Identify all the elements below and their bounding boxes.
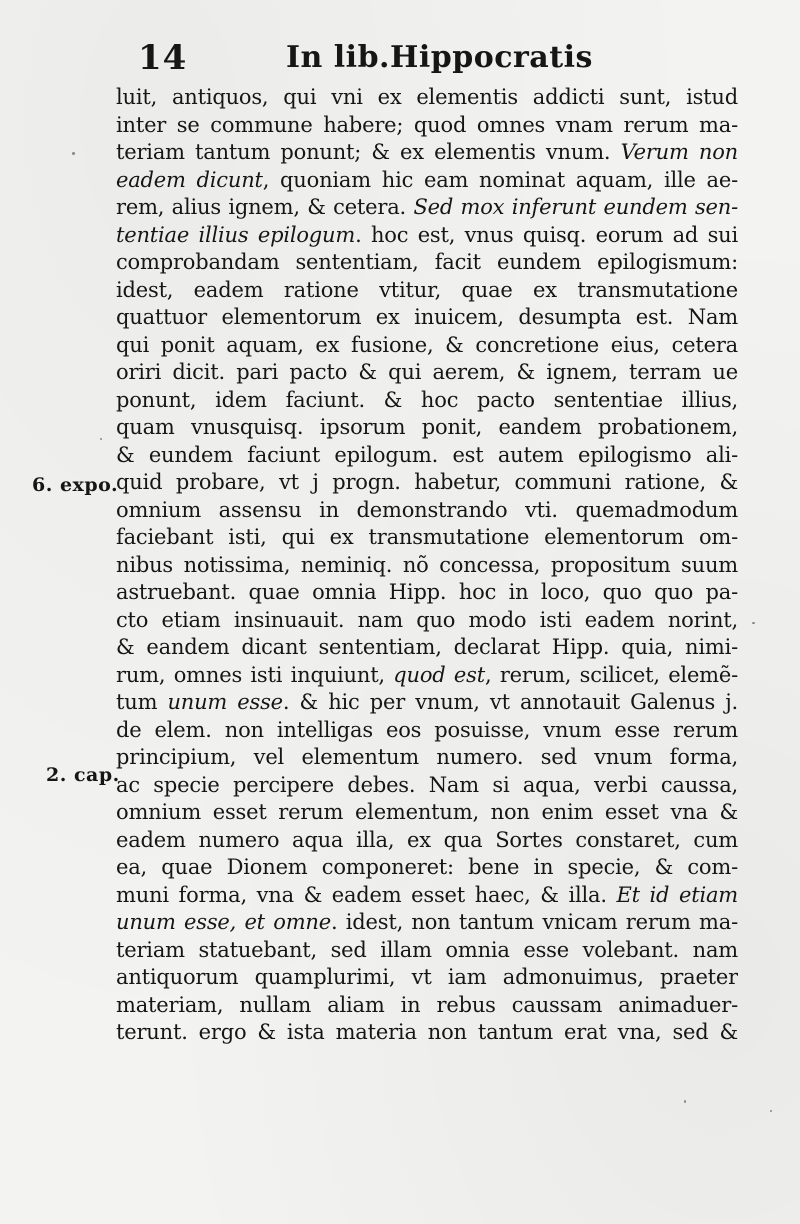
text-line <box>116 992 738 1020</box>
text-line <box>116 689 738 717</box>
text-line <box>116 744 738 772</box>
margin-note-cap: 2. cap. <box>46 764 120 786</box>
paper-speck <box>72 152 75 155</box>
text-segment: unum esse, et omne <box>116 910 331 934</box>
text-segment: ea, quae Dionem componeret: bene in specie, & com- <box>116 855 738 879</box>
paper-speck <box>752 622 755 624</box>
text-segment: tum <box>116 690 158 714</box>
text-segment: comprobandam sententiam, facit eundem epilogismum: <box>116 250 738 274</box>
text-segment: . hoc est, vnus quisq. eorum ad sui <box>355 222 738 247</box>
text-line <box>116 112 738 140</box>
text-segment: materiam, nullam aliam in rebus caussam animaduer- <box>116 992 738 1017</box>
text-segment: muni forma, vna & eadem esset haec, & illa. <box>116 882 607 907</box>
running-head: In lib.Hippocratis <box>286 40 593 75</box>
text-segment: . idest, non tantum vnicam rerum ma- <box>330 910 738 934</box>
text-line <box>116 799 738 827</box>
text-segment: teriam tantum ponunt; & ex elementis vnum. <box>116 140 611 164</box>
text-segment: nibus notissima, neminiq. nõ concessa, propositum suum <box>116 552 738 577</box>
paper-speck <box>100 438 102 440</box>
text-segment: terunt. ergo & ista materia non tantum erat vna, sed & <box>116 1020 738 1044</box>
text-segment: principium, vel elementum numero. sed vnum forma, <box>116 745 738 769</box>
text-line <box>116 442 738 470</box>
text-line <box>116 469 738 497</box>
page-header <box>138 38 658 88</box>
text-segment: teriam statuebant, sed illam omnia esse volebant. nam <box>116 937 738 962</box>
text-line <box>116 332 738 360</box>
text-line <box>116 662 738 690</box>
text-line <box>116 497 738 525</box>
text-segment: Sed mox inferunt eundem sen- <box>406 195 738 219</box>
text-line <box>116 1019 738 1047</box>
text-segment: omnium esset rerum elementum, non enim esset vna & <box>116 800 738 824</box>
text-line <box>116 552 738 580</box>
text-line <box>116 579 738 607</box>
text-segment: & eundem faciunt epilogum. est autem epilogismo ali- <box>116 442 738 467</box>
text-segment: oriri dicit. pari pacto & qui aerem, & ignem, terram ue <box>116 360 738 384</box>
text-line <box>116 882 738 910</box>
text-line <box>116 827 738 855</box>
text-segment: , rerum, scilicet, elemẽ- <box>484 662 738 687</box>
margin-note-expo: 6. expo. <box>32 474 119 496</box>
text-line <box>116 277 738 305</box>
text-line <box>116 222 738 250</box>
text-segment: . & hic per vnum, vt annotauit Galenus j. <box>282 690 738 714</box>
text-segment: idest, eadem ratione vtitur, quae ex transmutatione <box>116 277 738 302</box>
text-segment: antiquorum quamplurimi, vt iam admonuimus, praeter <box>116 965 738 989</box>
paper-speck <box>770 1110 772 1112</box>
text-line <box>116 717 738 745</box>
text-line <box>116 139 738 167</box>
text-line <box>116 387 738 415</box>
text-segment: Et id etiam <box>606 882 738 907</box>
text-line <box>116 84 738 112</box>
text-line <box>116 359 738 387</box>
text-line <box>116 249 738 277</box>
text-segment: quattuor elementorum ex inuicem, desumpta est. Nam <box>116 305 738 329</box>
text-segment: , quoniam hic eam nominat aquam, ille ae- <box>262 167 738 192</box>
text-segment: inter se commune habere; quod omnes vnam rerum ma- <box>116 112 738 137</box>
text-segment: quam vnusquisq. ipsorum ponit, eandem probationem, <box>116 415 738 439</box>
text-line <box>116 167 738 195</box>
text-line <box>116 854 738 882</box>
text-line <box>116 909 738 937</box>
text-line <box>116 607 738 635</box>
text-segment: faciebant isti, qui ex transmutatione elementorum om- <box>116 525 738 549</box>
text-segment: cto etiam insinuauit. nam quo modo isti eadem norint, <box>116 607 738 632</box>
text-line <box>116 937 738 965</box>
text-line <box>116 414 738 442</box>
paper-speck <box>684 1100 686 1103</box>
text-segment: ponunt, idem faciunt. & hoc pacto sententiae illius, <box>116 387 738 412</box>
text-line <box>116 304 738 332</box>
text-segment: omnium assensu in demonstrando vti. quemadmodum <box>116 497 738 522</box>
text-segment: ac specie percipere debes. Nam si aqua, verbi caussa, <box>116 772 738 797</box>
text-segment: qui ponit aquam, ex fusione, & concretione eius, cetera <box>116 332 738 357</box>
body-text <box>116 84 738 1047</box>
text-segment: tentiae illius epilogum <box>116 222 356 247</box>
text-segment: eadem dicunt <box>116 167 263 192</box>
text-line <box>116 772 738 800</box>
text-line <box>116 524 738 552</box>
text-segment: rum, omnes isti inquiunt, <box>116 662 385 687</box>
text-segment: Verum non <box>610 140 738 164</box>
text-segment: & eandem dicant sententiam, declarat Hipp. quia, nimi- <box>116 635 738 659</box>
text-segment: quid probare, vt j progn. habetur, communi ratione, & <box>116 470 738 494</box>
text-segment: unum esse <box>157 690 283 714</box>
text-segment: luit, antiquos, qui vni ex elementis addicti sunt, istud <box>116 85 738 109</box>
text-line <box>116 194 738 222</box>
text-segment: de elem. non intelligas eos posuisse, vnum esse rerum <box>116 717 738 742</box>
text-segment: eadem numero aqua illa, ex qua Sortes constaret, cum <box>116 827 738 852</box>
page-number: 14 <box>138 38 188 78</box>
text-line <box>116 964 738 992</box>
text-segment: quod est <box>384 662 485 687</box>
text-line <box>116 634 738 662</box>
text-segment: astruebant. quae omnia Hipp. hoc in loco, quo quo pa- <box>116 580 738 604</box>
text-segment: rem, alius ignem, & cetera. <box>116 195 407 219</box>
